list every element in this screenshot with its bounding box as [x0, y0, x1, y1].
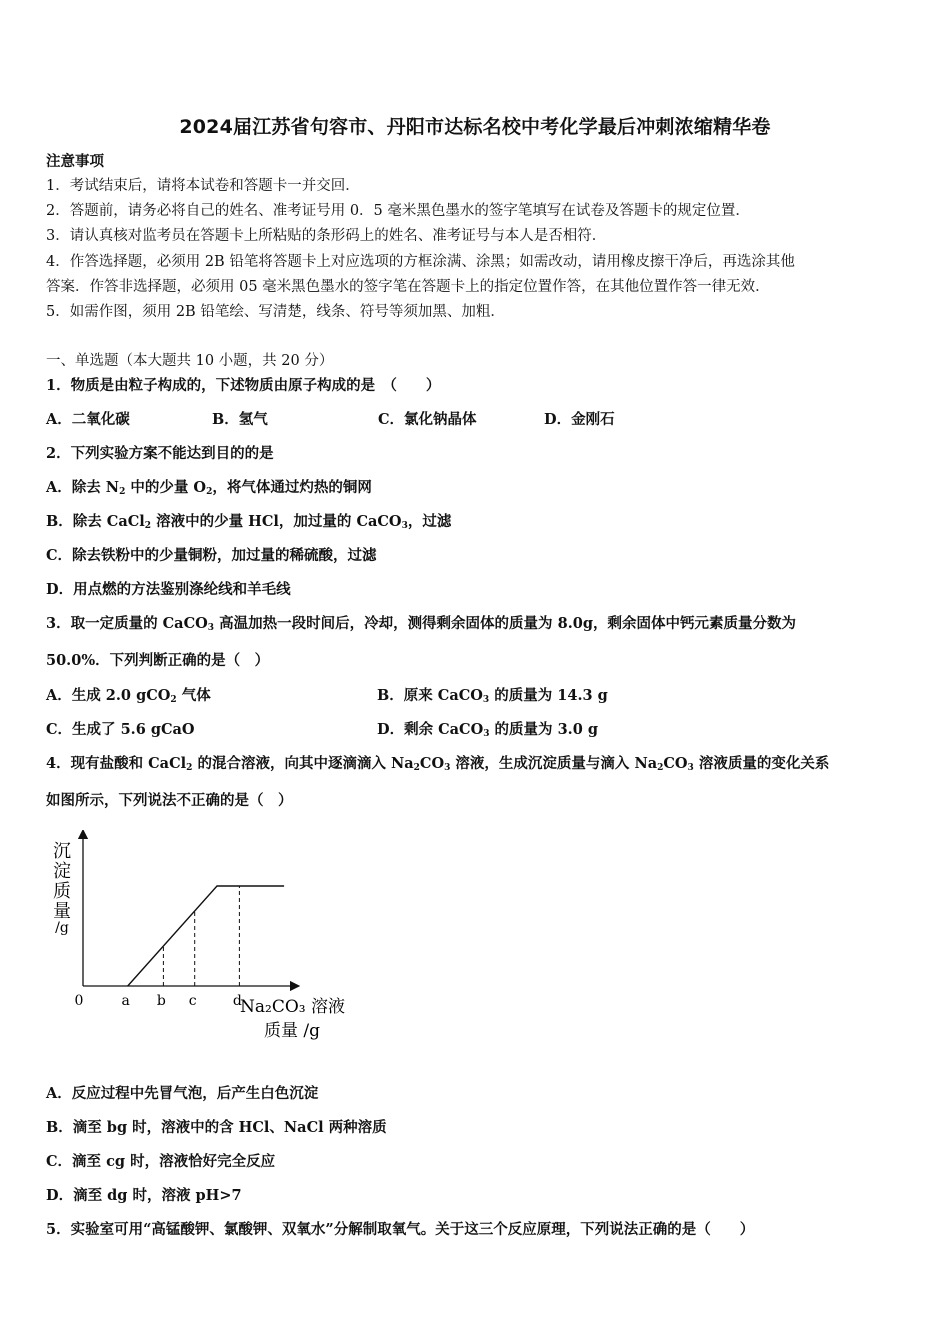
q2-option-a[interactable] [46, 478, 372, 498]
tick-label-a: a [121, 993, 130, 1009]
q3-a-text-1: A．生成 2.0 gCO [46, 687, 171, 704]
y-axis-unit: /g [55, 920, 69, 936]
q4-stem-text-2: 的混合溶液，向其中逐滴滴入 Na [192, 755, 414, 772]
q2-a-text-1: A．除去 N [46, 479, 120, 496]
notice-item-1: 1．考试结束后，请将本试卷和答题卡一并交回． [46, 178, 360, 194]
notice-item-4-cont: 答案．作答非选择题，必须用 05 毫米黑色墨水的签字笔在答题卡上的指定位置作答，在其他位置作答一律无效． [46, 279, 770, 295]
q4-stem-text-5: CO [663, 755, 688, 772]
q2-a-sub-2: 2 [206, 487, 213, 497]
q3-option-d[interactable] [377, 720, 598, 740]
q3-stem-text-1: 3．取一定质量的 CaCO [46, 615, 208, 632]
q4-option-d[interactable]: D．滴至 dg 时，溶液 pH>7 [46, 1187, 242, 1204]
q2-option-c[interactable]: C．除去铁粉中的少量铜粉，加过量的稀硫酸，过滤 [46, 547, 377, 564]
q4-stem-sub-3: 3 [444, 763, 451, 773]
q3-b-text-2: 的质量为 14.3 g [489, 687, 608, 704]
q4-stem-sub-4: 2 [657, 763, 664, 773]
q1-option-b[interactable]: B．氢气 [212, 411, 268, 428]
q2-a-text-2: 中的少量 O [125, 479, 207, 496]
q3-options-row-2 [46, 720, 598, 740]
q2-stem: 2．下列实验方案不能达到目的的是 [46, 445, 274, 462]
q3-option-b[interactable] [377, 686, 608, 706]
page-title: 2024届江苏省句容市、丹阳市达标名校中考化学最后冲刺浓缩精华卷 [179, 116, 771, 138]
q2-b-text-3: ，过滤 [407, 513, 452, 530]
q2-b-text-1: B．除去 CaCl [46, 513, 145, 530]
q3-option-c[interactable]: C．生成了 5.6 gCaO [46, 721, 195, 738]
q4-stem-text-6: 溶液质量的变化关系 [693, 755, 830, 772]
y-axis-label [53, 841, 71, 936]
q3-d-text-1: D．剩余 CaCO [377, 721, 484, 738]
q3-stem-sub: 3 [207, 623, 215, 633]
q5-stem: 5．实验室可用“高锰酸钾、氯酸钾、双氧水”分解制取氧气。关于这三个反应原理，下列说法正确的是（ ） [46, 1221, 755, 1238]
origin-label: 0 [74, 993, 84, 1009]
x-axis-label-line-2: 质量 /g [264, 1021, 321, 1041]
tick-label-d: d [232, 993, 242, 1009]
q4-stem-sub-2: 2 [413, 763, 420, 773]
q4-chart [40, 830, 370, 1050]
q1-option-d[interactable]: D．金刚石 [544, 411, 615, 428]
y-axis-label-char: 沉 [53, 841, 71, 862]
notice-item-4: 4．作答选择题，必须用 2B 铅笔将答题卡上对应选项的方框涂满、涂黑；如需改动，请用橡皮擦干净后，再选涂其他 [46, 254, 795, 270]
q3-a-text-2: 气体 [176, 687, 211, 704]
q1-options [46, 410, 615, 430]
q4-option-b[interactable]: B．滴至 bg 时，溶液中的含 HCl、NaCl 两种溶质 [46, 1119, 387, 1136]
y-axis-label-char: 淀 [53, 861, 71, 882]
notice-item-2: 2．答题前，请务必将自己的姓名、准考证号用 0．5 毫米黑色墨水的签字笔填写在试卷及答题卡的规定位置． [46, 203, 750, 219]
q3-stem-line-2: 50.0%．下列判断正确的是（ ） [46, 652, 270, 669]
q3-stem-line-1 [46, 614, 796, 634]
q4-option-c[interactable]: C．滴至 cg 时，溶液恰好完全反应 [46, 1153, 276, 1170]
q4-stem-text-3: CO [419, 755, 445, 772]
q3-option-a[interactable] [46, 686, 377, 706]
q4-stem-line-1 [46, 754, 829, 774]
q2-b-sub-2: 3 [401, 521, 408, 531]
y-axis-label-char: 质 [53, 881, 71, 902]
q2-b-text-2: 溶液中的少量 HCl，加过量的 CaCO [151, 513, 402, 530]
q2-option-b[interactable] [46, 512, 451, 532]
q2-a-text-3: ，将气体通过灼热的铜网 [212, 479, 372, 496]
chart-marks [122, 886, 285, 1009]
series-line [128, 886, 284, 986]
q1-stem: 1．物质是由粒子构成的，下述物质由原子构成的是 （ ） [46, 377, 441, 394]
q3-b-text-1: B．原来 CaCO [377, 687, 483, 704]
q4-stem-sub-1: 2 [186, 763, 193, 773]
q4-option-a[interactable]: A．反应过程中先冒气泡，后产生白色沉淀 [46, 1085, 319, 1102]
q1-option-a[interactable]: A．二氧化碳 [46, 411, 130, 428]
tick-label-c: c [188, 993, 197, 1009]
q3-b-sub: 3 [482, 695, 490, 705]
q4-stem-text-1: 4．现有盐酸和 CaCl [46, 755, 187, 772]
q3-stem-text-2: 高温加热一段时间后，冷却，测得剩余固体的质量为 8.0g，剩余固体中钙元素质量分数为 [214, 615, 796, 632]
q4-stem-sub-5: 3 [687, 763, 694, 773]
tick-label-b: b [156, 993, 166, 1009]
q4-stem-text-4: 溶液，生成沉淀质量与滴入 Na [450, 755, 658, 772]
q2-b-sub-1: 2 [144, 521, 152, 531]
q3-a-sub: 2 [170, 695, 177, 705]
q3-d-sub: 3 [483, 729, 490, 739]
q2-a-sub-1: 2 [119, 487, 126, 497]
x-axis-label-line-1: Na₂CO₃ 溶液 [240, 997, 345, 1017]
notice-item-3: 3．请认真核对监考员在答题卡上所粘贴的条形码上的姓名、准考证号与本人是否相符． [46, 228, 607, 244]
notice-item-5: 5．如需作图，须用 2B 铅笔绘、写清楚，线条、符号等须加黑、加粗． [46, 304, 505, 320]
q1-option-c[interactable]: C．氯化钠晶体 [378, 411, 477, 428]
q3-options-row-1 [46, 686, 608, 706]
y-axis-label-char: 量 [53, 901, 71, 922]
q4-stem-line-2: 如图所示，下列说法不正确的是（ ） [46, 792, 293, 809]
q2-option-d[interactable]: D．用点燃的方法鉴别涤纶线和羊毛线 [46, 581, 291, 598]
section-heading: 一、单选题（本大题共 10 小题，共 20 分） [46, 353, 334, 369]
q3-d-text-2: 的质量为 3.0 g [489, 721, 599, 738]
notice-heading: 注意事项 [46, 153, 104, 170]
